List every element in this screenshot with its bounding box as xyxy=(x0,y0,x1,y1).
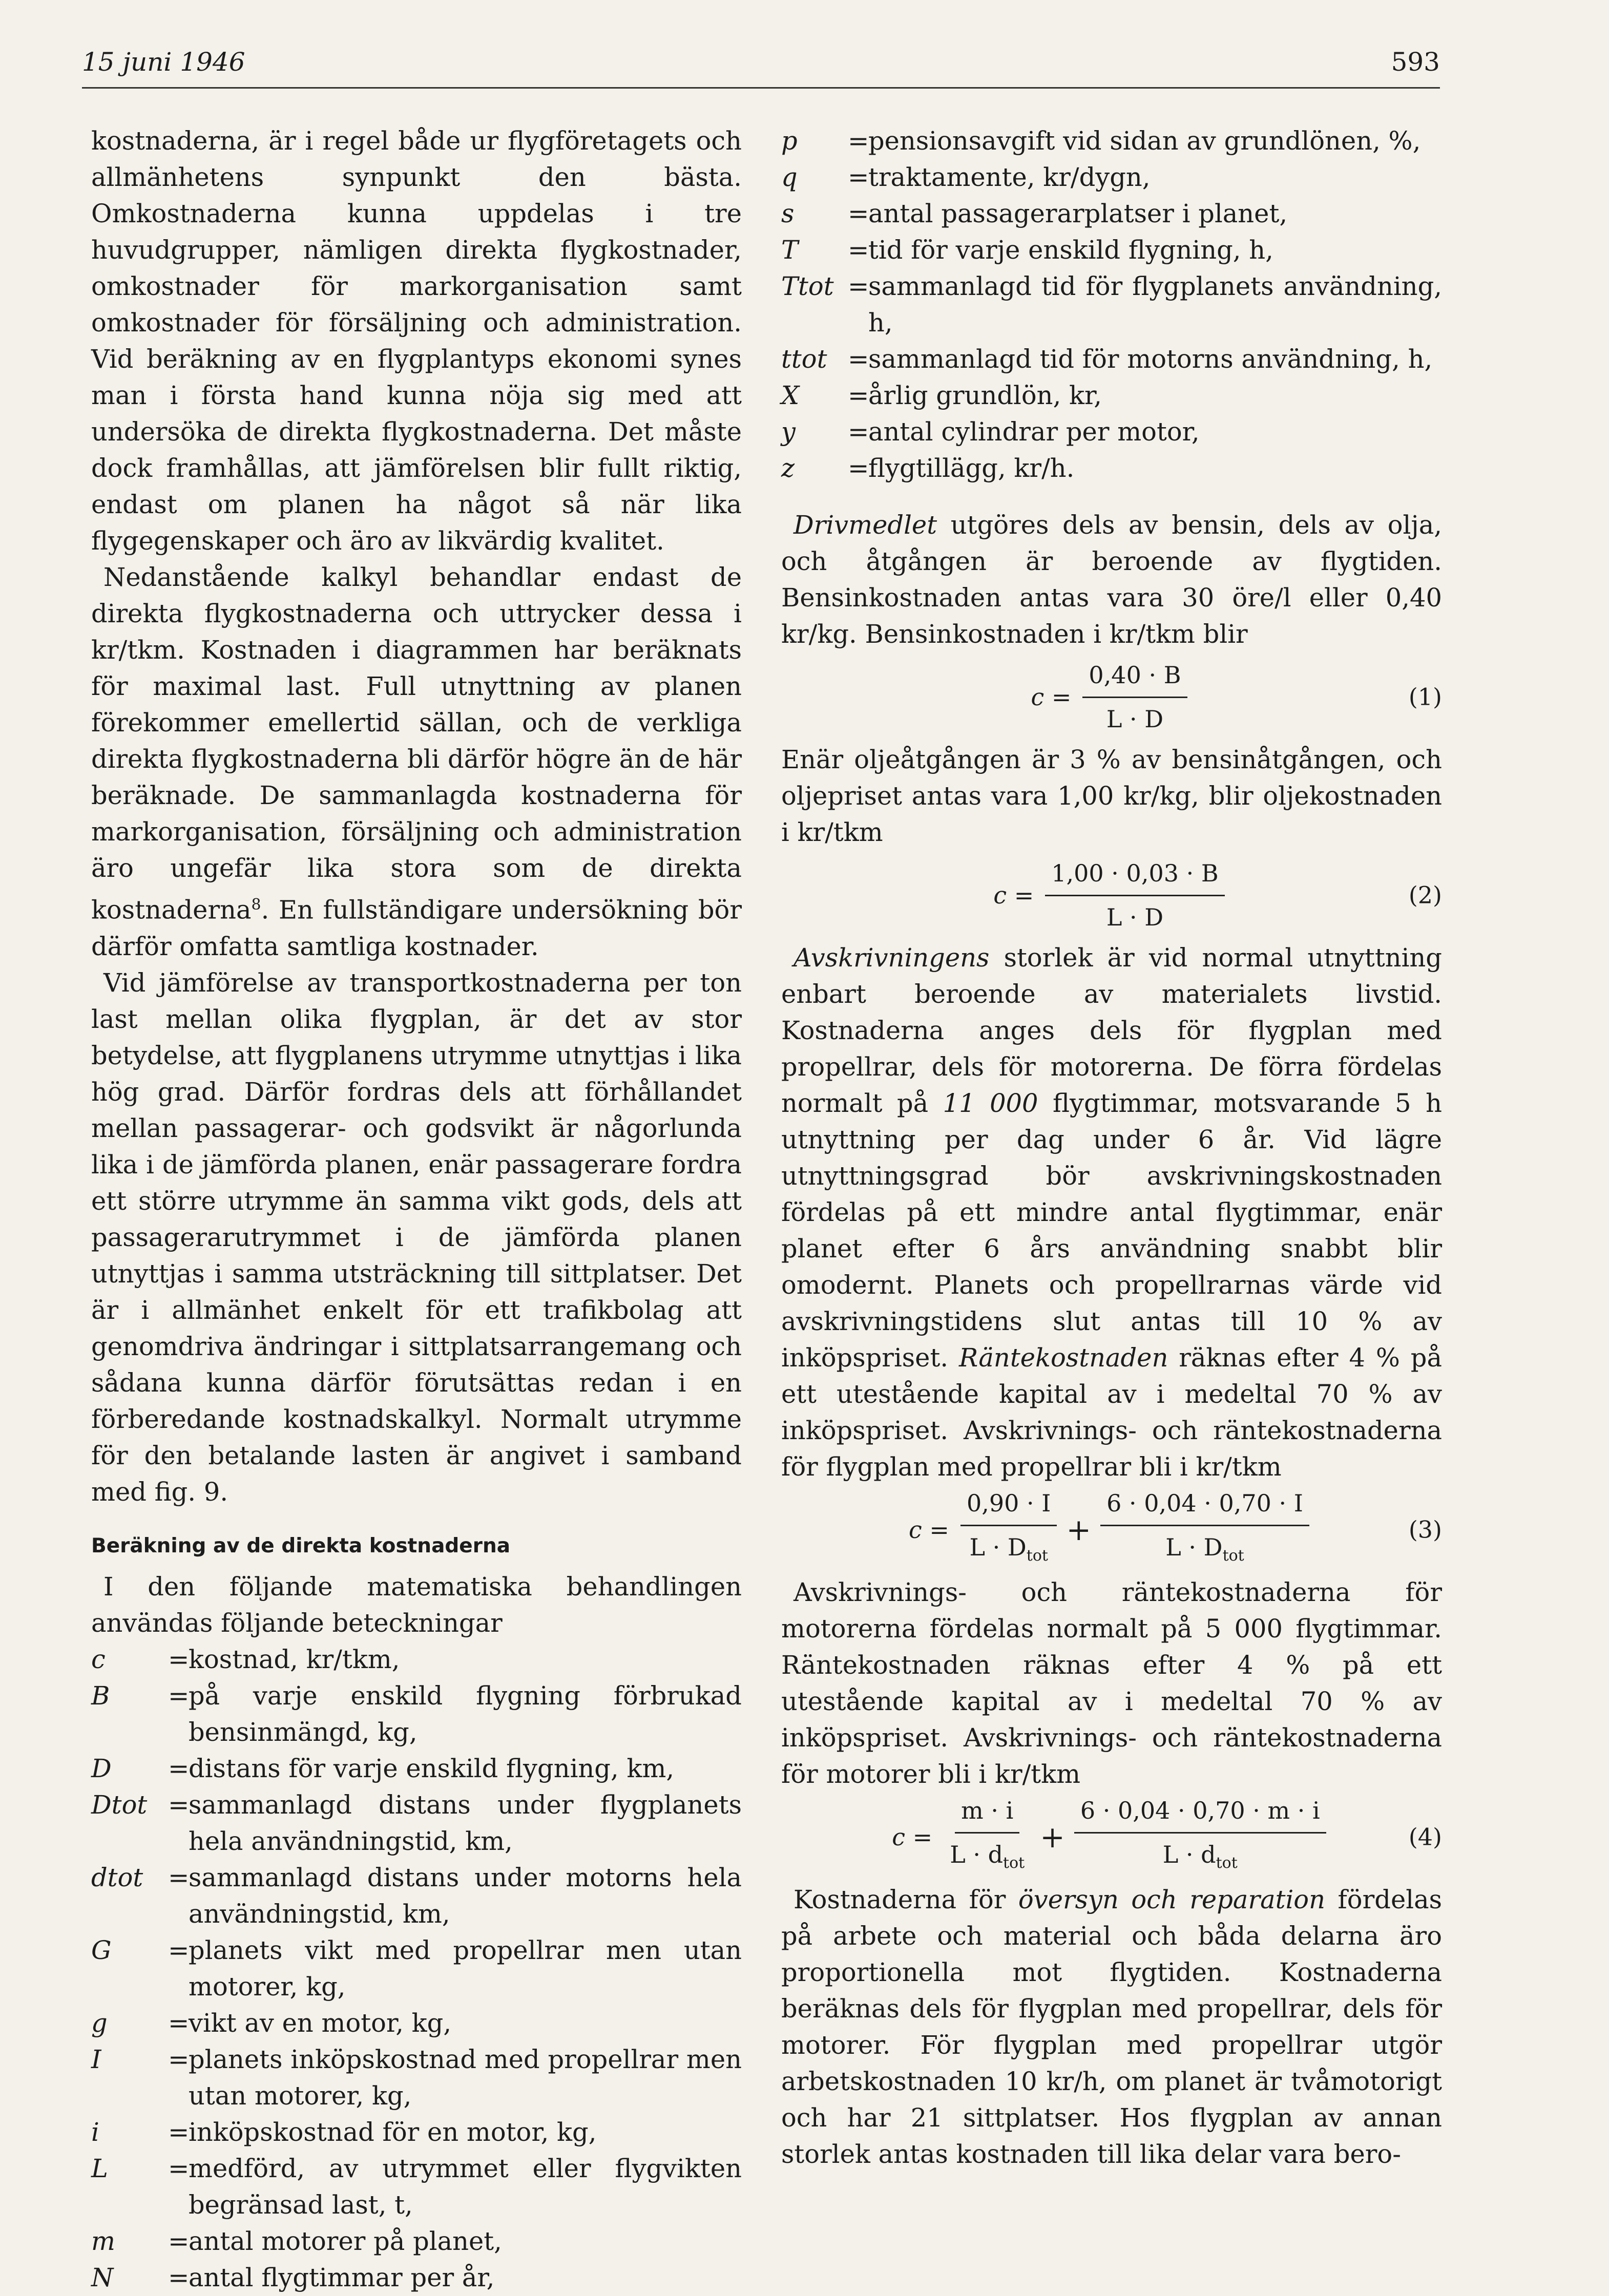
equation-4: c = $\frac{m \cdot i}{L \cdot d_{tot}}$ + $\frac{6 \cdot 0,04 \cdot 0,70 \cdot m \cdot i}{L \cdot d_{tot}}$ (4) xyxy=(781,1799,1442,1876)
definition-item: s = antal passagerarplatser i planet, xyxy=(781,199,1288,228)
paragraph: kostnaderna, är i regel både ur flygföretagets och allmänhetens synpunkt den bästa. Omkostnaderna kunna uppdelas i tre huvudgrupper, nämligen direkta flygkostnader, omkostnader för markorganisation samt omkostnader för försäljning och administration. Vid beräkning av en flygplantyps ekonomi synes man i första hand kunna nöja sig med att undersöka de direkta flygkostnaderna. Det måste dock framhållas, att jämförelsen blir fullt riktig, endast om planen ha något så när lika flygegenskaper och äro av likvärdig kvalitet. xyxy=(91,126,742,556)
page-header xyxy=(82,47,1440,88)
page-number: 593 xyxy=(1391,47,1440,77)
equation-2: c = $\frac{1,00 \cdot 0,03 \cdot B}{L \cdot D}$ (2) xyxy=(781,857,1442,934)
definitions-list xyxy=(781,123,1442,487)
paragraph: Avskrivningens storlek är vid normal utnyttning enbart beroende av materialets livstid. Kostnaderna anges dels för flygplan med propellrar, dels för motorerna. De förra fördelas normalt på 11 000 flygtimmar, motsvarande 5 h utnyttning per dag under 6 år. Vid lägre utnyttningsgrad bör avskrivningskostnaden fördelas på ett mindre antal flygtimmar, enär planet efter 6 års användning snabbt blir omodernt. Planets och propellrarnas värde vid avskrivningstidens slut antas till 10 % av inköpspriset. Räntekostnaden räknas efter 4 % på ett utestående kapital av i medeltal 70 % av inköpspriset. Avskrivnings- och räntekostnaderna för flygplan med propellrar bli i kr/tkm xyxy=(781,943,1443,1482)
paragraph: Nedanstående kalkyl behandlar endast de direkta flygkostnaderna och uttrycker dessa i kr/tkm. Kostnaden i diagrammen har beräknats för maximal last. Full utnyttning av planen förekommer emellertid sällan, och de verkliga direkta flygkostnaderna bli därför högre än de här beräknade. De sammanlagda kostnaderna för markorganisation, försäljning och administration äro ungefär lika stora som de direkta kostnaderna$^8$. En fullständigare undersökning bör därför omfatta samtliga kostnader. xyxy=(91,562,742,961)
header-date: 15 juni 1946 xyxy=(82,47,245,77)
equation-number: (1) xyxy=(1408,683,1442,711)
right-column xyxy=(781,123,1442,2173)
equation-3: c = $\frac{0,90 \cdot I}{L \cdot D_{tot}}$ + $\frac{6 \cdot 0,04 \cdot 0,70 \cdot I}{L \cdot D_{tot}}$ (3) xyxy=(781,1491,1442,1568)
definition-item: dtot = sammanlagd distans under motorns hela användningstid, km, xyxy=(91,1862,742,1929)
definition-item: z = flygtillägg, kr/h. xyxy=(781,453,1075,483)
definition-item: m = antal motorer på planet, xyxy=(91,2226,502,2256)
definition-item: ttot = sammanlagd tid för motorns användning, h, xyxy=(781,344,1433,374)
equation-number: (2) xyxy=(1408,881,1442,909)
header-rule xyxy=(82,87,1440,89)
definition-item: g = vikt av en motor, kg, xyxy=(91,2008,452,2038)
definition-item: T = tid för varje enskild flygning, h, xyxy=(781,235,1273,265)
definition-item: q = traktamente, kr/dygn, xyxy=(781,162,1151,192)
definition-item: Ttot = sammanlagd tid för flygplanets användning, h, xyxy=(781,271,1442,338)
definition-item: D = distans för varje enskild flygning, km, xyxy=(91,1753,675,1783)
paragraph: Enär oljeåtgången är 3 % av bensinåtgången, och oljepriset antas vara 1,00 kr/kg, blir oljekostnaden i kr/tkm xyxy=(781,745,1442,847)
section-heading: Beräkning av de direkta kostnaderna xyxy=(91,1534,511,1557)
definition-item: c = kostnad, kr/tkm, xyxy=(91,1644,400,1674)
paragraph: Vid jämförelse av transportkostnaderna per ton last mellan olika flygplan, är det av stor betydelse, att flygplanens utrymme utnyttjas i lika hög grad. Därför fordras dels att förhållandet mellan passagerar- och godsvikt är någorlunda lika i de jämförda planen, enär passagerare fordra ett större utrymme än samma vikt gods, dels att passagerarutrymmet i de jämförda planen utnyttjas i samma utsträckning till sittplatser. Det är i allmänhet enkelt för ett trafikbolag att genomdriva ändringar i sittplatsarrangemang och sådana kunna därför förutsättas redan i en förberedande kostnadskalkyl. Normalt utrymme för den betalande lasten är angivet i samband med fig. 9. xyxy=(91,967,742,1507)
definition-item: i = inköpskostnad för en motor, kg, xyxy=(91,2117,597,2147)
paragraph: Drivmedlet utgöres dels av bensin, dels av olja, och åtgången är beroende av flygtiden. Bensinkostnaden antas vara 30 öre/l eller 0,40 kr/kg. Bensinkostnaden i kr/tkm blir xyxy=(781,510,1442,649)
paragraph: Kostnaderna för översyn och reparation fördelas på arbete och material och båda delarna äro proportionella mot flygtiden. Kostnaderna beräknas dels för flygplan med propellrar, dels för motorer. För flygplan med propellrar utgör arbetskostnaden 10 kr/h, om planet är tvåmotorigt och har 21 sittplatser. Hos flygplan av annan storlek antas kostnaden till lika delar vara bero- xyxy=(781,1885,1442,2169)
definition-item: y = antal cylindrar per motor, xyxy=(781,417,1200,447)
definition-item: I = planets inköpskostnad med propellrar men utan motorer, kg, xyxy=(91,2044,742,2111)
left-column xyxy=(91,123,742,2296)
paragraph: Avskrivnings- och räntekostnaderna för motorerna fördelas normalt på 5 000 flygtimmar. Räntekostnaden räknas efter 4 % på ett utestående kapital av i medeltal 70 % av inköpspriset. Avskrivnings- och räntekostnaderna för motorer bli i kr/tkm xyxy=(781,1577,1442,1789)
equation-1: c = $\frac{0,40 \cdot B}{L \cdot D}$ (1) xyxy=(781,659,1442,735)
paragraph: I den följande matematiska behandlingen användas följande beteckningar xyxy=(91,1571,742,1638)
definition-item: G = planets vikt med propellrar men utan motorer, kg, xyxy=(91,1935,742,2002)
definition-item: B = på varje enskild flygning förbrukad bensinmängd, kg, xyxy=(91,1680,742,1747)
definitions-list xyxy=(91,1641,742,2296)
definition-item: N = antal flygtimmar per år, xyxy=(91,2262,495,2292)
definition-item: X = årlig grundlön, kr, xyxy=(781,381,1102,410)
definition-item: p = pensionsavgift vid sidan av grundlönen, %, xyxy=(781,126,1421,156)
equation-number: (4) xyxy=(1408,1823,1442,1851)
definition-item: L = medförd, av utrymmet eller flygvikten begränsad last, t, xyxy=(91,2153,742,2220)
equation-number: (3) xyxy=(1408,1515,1442,1544)
definition-item: Dtot = sammanlagd distans under flygplanets hela användningstid, km, xyxy=(91,1789,742,1856)
